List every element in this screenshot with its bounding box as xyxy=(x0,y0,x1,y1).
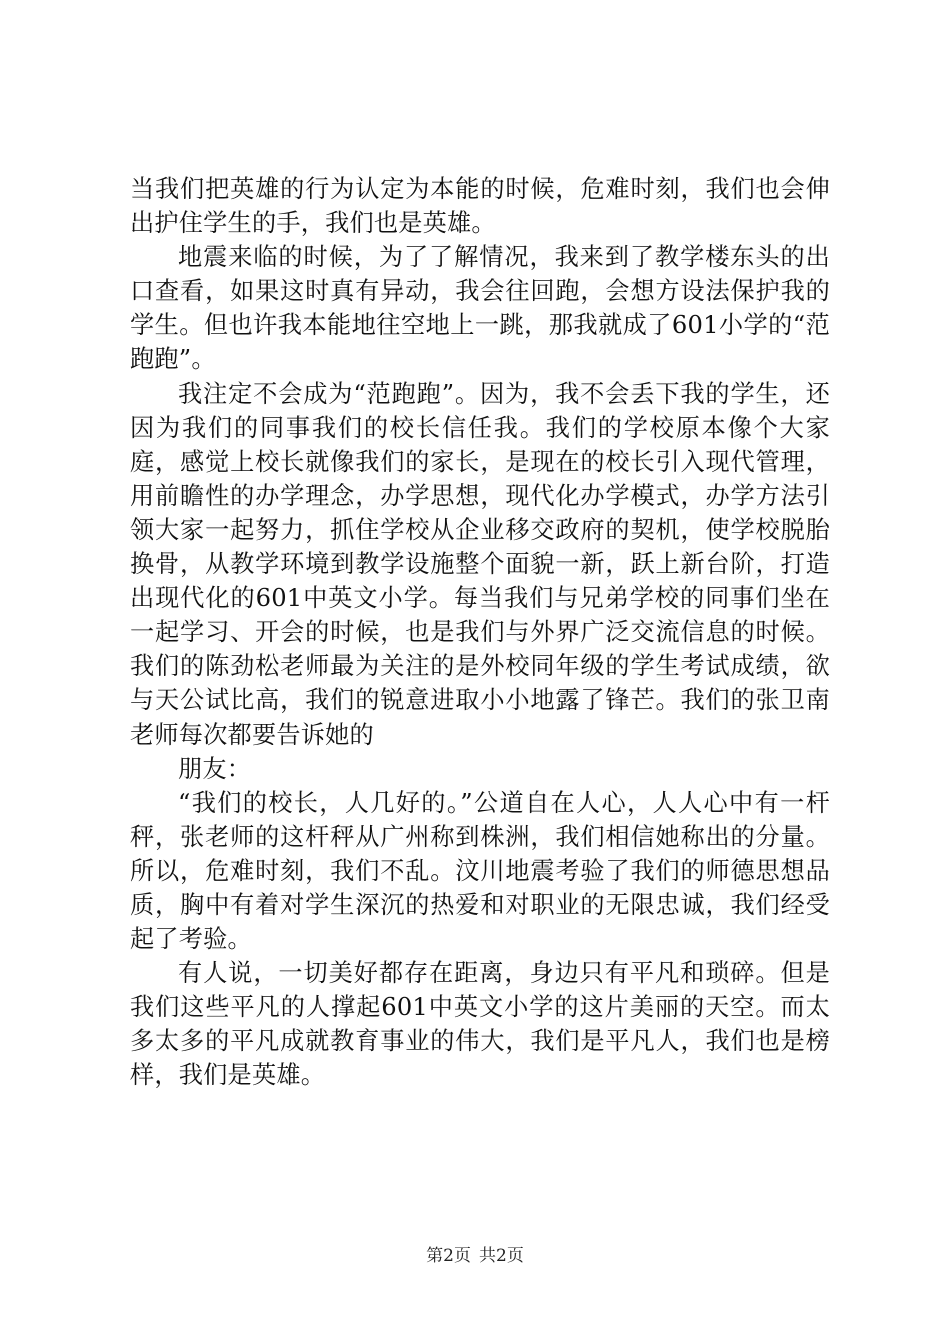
paragraph-4: 朋友： xyxy=(178,754,252,783)
paragraph-5: “我们的校长，人几好的。”公道自在人心，人人心中有一杆秤，张老师的这杆秤从广州称到株洲，我们相信她称出的分量。所以，危难时刻，我们不乱。汶川地震考验了我们的师德思想品质，胸中有着对学生深沉的热爱和对职业的无限忠诚，我们经受起了考验。 xyxy=(130,788,830,954)
paragraph-1: 当我们把英雄的行为认定为本能的时候，危难时刻，我们也会伸出护住学生的手，我们也是英雄。 xyxy=(130,175,830,238)
paragraph-2: 地震来临的时候，为了了解情况，我来到了教学楼东头的出口查看，如果这时真有异动，我会往回跑，会想方设法保护我的学生。但也许我本能地往空地上一跳，那我就成了601小学的“范跑跑”。 xyxy=(130,243,830,374)
paragraph-6: 有人说，一切美好都存在距离，身边只有平凡和琐碎。但是我们这些平凡的人撑起601中英文小学的这片美丽的天空。而太多太多的平凡成就教育事业的伟大，我们是平凡人，我们也是榜样，我们是英雄。 xyxy=(130,959,830,1090)
page-number-current: 第2页 xyxy=(426,1246,471,1266)
page-footer xyxy=(0,1244,950,1268)
document-body xyxy=(130,172,830,1093)
page-number-total: 共2页 xyxy=(479,1246,524,1266)
paragraph-3: 我注定不会成为“范跑跑”。因为，我不会丢下我的学生，还因为我们的同事我们的校长信任我。我们的学校原本像个大家庭，感觉上校长就像我们的家长，是现在的校长引入现代管理，用前瞻性的办学理念，办学思想，现代化办学模式，办学方法引领大家一起努力，抓住学校从企业移交政府的契机，使学校脱胎换骨，从教学环境到教学设施整个面貌一新，跃上新台阶，打造出现代化的601中英文小学。每当我们与兄弟学校的同事们坐在一起学习、开会的时候，也是我们与外界广泛交流信息的时候。我们的陈劲松老师最为关注的是外校同年级的学生考试成绩，欲与天公试比高，我们的锐意进取小小地露了锋芒。我们的张卫南老师每次都要告诉她的 xyxy=(130,379,830,749)
